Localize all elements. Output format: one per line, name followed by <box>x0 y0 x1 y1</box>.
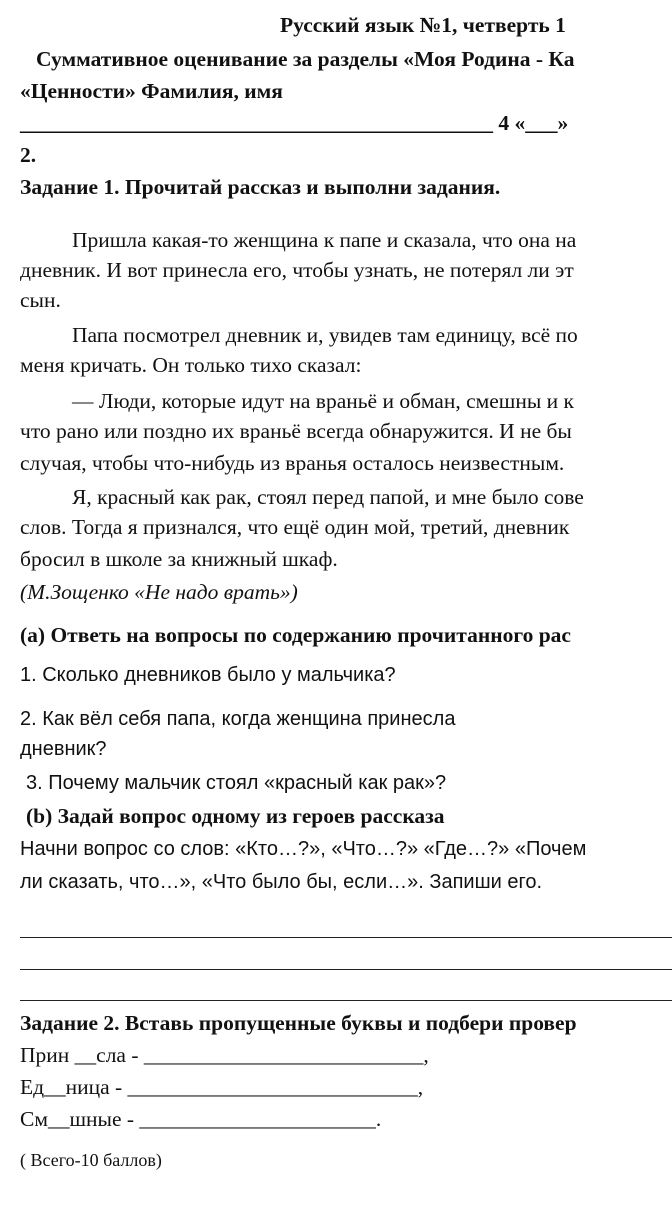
part-a-title: (a) Ответь на вопросы по содержанию прочитанного рас <box>20 623 571 647</box>
word-item: См__шные - ______________________. <box>20 1107 382 1131</box>
part-b-instruction: Начни вопрос со слов: «Кто…?», «Что…?» «Где…?» «Почем <box>20 838 587 860</box>
class-number: 2. <box>20 143 37 167</box>
task1-title: Задание 1. Прочитай рассказ и выполни задания. <box>20 175 501 199</box>
answer-line[interactable] <box>20 937 672 938</box>
word-item: Прин __сла - __________________________, <box>20 1043 429 1067</box>
question-1: 1. Сколько дневников было у мальчика? <box>20 664 396 686</box>
part-b-title: (b) Задай вопрос одному из героев рассказа <box>26 804 445 828</box>
task2-title: Задание 2. Вставь пропущенные буквы и подбери провер <box>20 1011 577 1035</box>
subject-title: Русский язык №1, четверть 1 <box>280 13 566 37</box>
question-3: 3. Почему мальчик стоял «красный как рак»? <box>26 772 447 794</box>
story-source: (М.Зощенко «Не надо врать») <box>20 580 298 604</box>
question-2: 2. Как вёл себя папа, когда женщина принесла <box>20 708 456 730</box>
answer-line[interactable] <box>20 1000 672 1001</box>
answer-line[interactable] <box>20 969 672 970</box>
part-b-instruction-continued: ли сказать, что…», «Что было бы, если…». Запиши его. <box>20 871 543 893</box>
story-line: слов. Тогда я признался, что ещё один мой, третий, дневник <box>20 515 570 539</box>
story-line: Я, красный как рак, стоял перед папой, и мне было сове <box>72 485 584 509</box>
story-line: Папа посмотрел дневник и, увидев там единицу, всё по <box>72 323 578 347</box>
story-line: меня кричать. Он только тихо сказал: <box>20 353 362 377</box>
story-line: — Люди, которые идут на враньё и обман, смешны и к <box>72 389 574 413</box>
story-line: бросил в школе за книжный шкаф. <box>20 547 338 571</box>
word-item: Ед__ница - ___________________________, <box>20 1075 424 1099</box>
question-2-continued: дневник? <box>20 738 107 760</box>
story-line: сын. <box>20 288 61 312</box>
assessment-title: Суммативное оценивание за разделы «Моя Родина - Ка <box>36 47 575 71</box>
total-score: ( Всего-10 баллов) <box>20 1150 162 1170</box>
story-line: Пришла какая-то женщина к папе и сказала, что она на <box>72 228 577 252</box>
story-line: случая, чтобы что-нибудь из вранья осталось неизвестным. <box>20 451 565 475</box>
assessment-title-continued: «Ценности» Фамилия, имя <box>20 79 283 103</box>
name-date-line: ____________________________________________ 4 «___» <box>20 111 569 135</box>
story-line: дневник. И вот принесла его, чтобы узнать, не потерял ли эт <box>20 258 574 282</box>
story-line: что рано или поздно их враньё всегда обнаружится. И не бы <box>20 419 572 443</box>
